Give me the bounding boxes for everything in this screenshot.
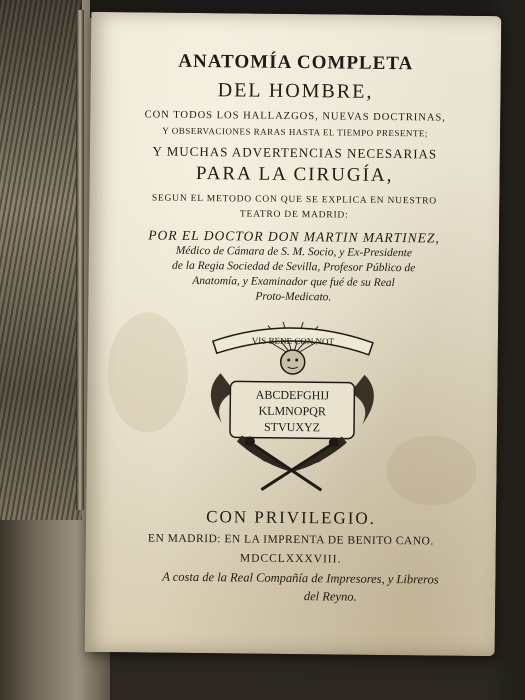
year-line: MDCCLXXXVIII. xyxy=(239,552,342,566)
cost-line-2: del Reyno. xyxy=(303,589,357,604)
author-desc-1: Médico de Cámara de S. M. Socio, y Ex-Presidente xyxy=(175,244,413,260)
subtitle-line-2: Y OBSERVACIONES RARAS HASTA EL TIEMPO PRESENTE; xyxy=(162,125,428,139)
frontispiece-engraving xyxy=(0,0,82,520)
alphabet-line-2: KLMNOPQR xyxy=(258,403,326,419)
motto-text: VIS BENE CON NOT xyxy=(251,335,335,347)
engraving-border xyxy=(76,10,84,510)
subtitle-line-1: CON TODOS LOS HALLAZGOS, NUEVAS DOCTRINAS, xyxy=(144,109,446,124)
title-line-1: ANATOMÍA COMPLETA xyxy=(178,50,414,75)
title-page xyxy=(85,12,502,656)
sun-face xyxy=(281,350,305,374)
subtitle-line-3: Y MUCHAS ADVERTENCIAS NECESARIAS xyxy=(152,143,438,162)
printer-emblem xyxy=(181,313,403,495)
alphabet-line-1: ABCDEFGHIJ xyxy=(255,387,330,403)
alphabet-line-3: STVUXYZ xyxy=(263,419,321,435)
author-desc-3: Anatomía, y Examinador que fué de su Real xyxy=(192,274,395,290)
method-line-2: TEATRO DE MADRID: xyxy=(239,209,349,221)
subtitle-line-4: PARA LA CIRUGÍA, xyxy=(195,162,394,187)
author-desc-2: de la Regia Sociedad de Sevilla, Profesor Público de xyxy=(172,259,416,275)
imprint-line: EN MADRID: EN LA IMPRENTA DE BENITO CANO. xyxy=(147,532,434,548)
author-line: POR EL DOCTOR DON MARTIN MARTINEZ, xyxy=(148,227,440,246)
method-line-1: SEGUN EL METODO CON QUE SE EXPLICA EN NUESTRO xyxy=(151,193,438,207)
privilege-line: CON PRIVILEGIO. xyxy=(206,507,377,528)
cost-line-1: A costa de la Real Compañía de Impresores, y Libreros xyxy=(162,569,439,587)
paper-stain xyxy=(107,312,188,433)
title-line-2: DEL HOMBRE, xyxy=(217,79,374,103)
crossed-trumpets xyxy=(251,444,331,491)
author-desc-4: Proto-Medicato. xyxy=(255,290,332,304)
